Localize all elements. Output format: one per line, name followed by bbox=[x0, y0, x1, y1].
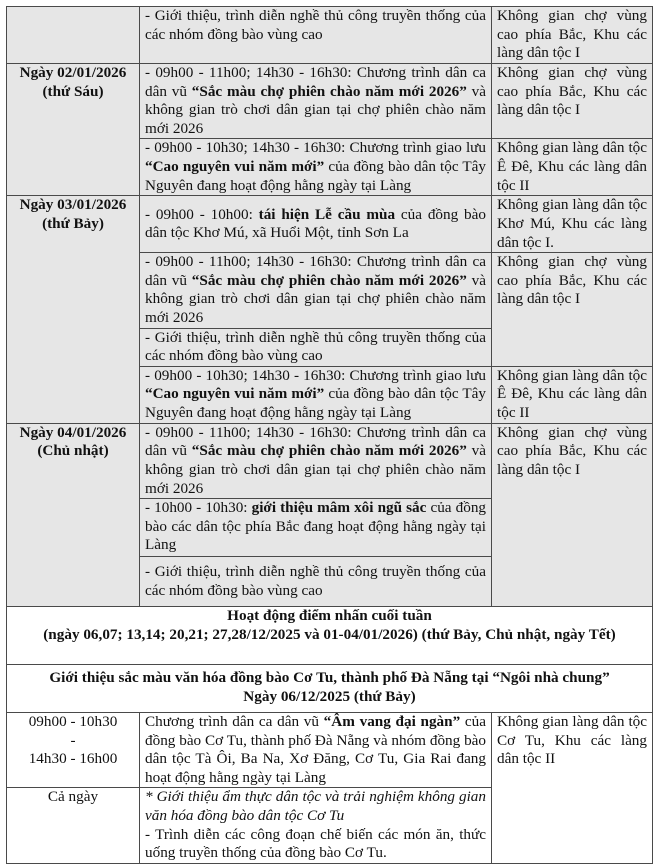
weekend-header bbox=[7, 607, 653, 665]
activity-text: của đồng bào Cơ Tu, thành phố Đà Nẵng và nhóm đồng bào dân tộc Tà Ôi, Ba Na, Xơ Đăng, Cơ Tu, Gia Rai đang hoạt động hằng ngày tại Làng bbox=[145, 713, 486, 786]
activity-text: và không gian trò chơi dân gian tại chợ phiên chào năm mới 2026 bbox=[145, 271, 487, 326]
day-weekday: (thứ Bảy) bbox=[42, 214, 104, 232]
activity-highlight: “Sắc màu chợ phiên chào năm mới 2026” bbox=[191, 442, 467, 460]
activity-text: của đồng bào dân tộc Khơ Mú, xã Huổi Một, tỉnh Sơn La bbox=[145, 205, 486, 242]
section-header-row bbox=[7, 607, 653, 665]
section-header-row bbox=[7, 665, 653, 713]
activity-cell bbox=[140, 366, 492, 423]
activity-text: - Trình diễn các công đoạn chế biến các món ăn, thức uống truyền thống của đồng bào Cơ Tu. bbox=[145, 825, 486, 862]
day-cell bbox=[7, 196, 140, 423]
day-date: Ngày 04/01/2026 bbox=[19, 423, 127, 441]
location-text: Không gian làng dân tộc Khơ Mú, Khu các làng dân tộc I. bbox=[497, 196, 647, 251]
activity-text: - Giới thiệu, trình diễn nghề thủ công truyền thống của các nhóm đồng bào vùng cao bbox=[145, 563, 486, 599]
day-weekday: (thứ Sáu) bbox=[42, 82, 104, 100]
location-text: Không gian làng dân tộc Cơ Tu, Khu các làng dân tộc II bbox=[497, 713, 647, 768]
activity-cell bbox=[140, 788, 492, 863]
day-cell bbox=[7, 64, 140, 196]
time-cell bbox=[7, 713, 140, 788]
day-weekday: (Chủ nhật) bbox=[37, 442, 109, 460]
activity-cell bbox=[140, 64, 492, 139]
schedule-table bbox=[6, 6, 653, 864]
location-cell bbox=[492, 253, 653, 367]
activity-italic-text: * Giới thiệu ẩm thực dân tộc và trải nghiệm không gian văn hóa đồng bào dân tộc Cơ Tu bbox=[145, 788, 486, 825]
event-header-title: Giới thiệu sắc màu văn hóa đồng bào Cơ Tu, thành phố Đà Nẵng tại “Ngôi nhà chung” bbox=[49, 669, 610, 687]
activity-text: của đồng bào dân tộc Tây Nguyên đang hoạt động hằng ngày tại Làng bbox=[145, 385, 487, 421]
table-row bbox=[7, 713, 653, 788]
table-row bbox=[7, 196, 653, 253]
location-text: Không gian chợ vùng cao phía Bắc, Khu các làng dân tộc I bbox=[497, 7, 647, 62]
event-header-date: Ngày 06/12/2025 (thứ Bảy) bbox=[243, 687, 416, 705]
location-cell bbox=[492, 713, 653, 864]
location-cell bbox=[492, 7, 653, 64]
time-text: 14h30 - 16h00 bbox=[28, 750, 118, 768]
time-text: 09h00 - 10h30 bbox=[28, 713, 118, 731]
activity-text: và không gian trò chơi dân gian tại chợ phiên chào năm mới 2026 bbox=[145, 82, 487, 137]
activity-text: - 09h00 - 10h30; 14h30 - 16h30: Chương trình giao lưu bbox=[145, 366, 486, 384]
activity-highlight: tái hiện Lễ cầu mùa bbox=[258, 205, 396, 223]
activity-cell bbox=[140, 253, 492, 328]
activity-highlight: giới thiệu mâm xôi ngũ sắc bbox=[251, 499, 427, 517]
activity-cell bbox=[140, 139, 492, 196]
activity-text: - 09h00 - 11h00; 14h30 - 16h30: Chương trình dân ca dân vũ bbox=[145, 253, 486, 289]
activity-text: - 09h00 - 11h00; 14h30 - 16h30: Chương trình dân ca dân vũ bbox=[145, 423, 486, 460]
activity-text: của đồng bào dân tộc Tây Nguyên đang hoạt động hằng ngày tại Làng bbox=[145, 157, 487, 194]
weekend-header-subtitle: (ngày 06,07; 13,14; 20,21; 27,28/12/2025 và 01-04/01/2026) (thứ Bảy, Chủ nhật, ngày Tết) bbox=[43, 625, 616, 643]
activity-text: - Giới thiệu, trình diễn nghề thủ công truyền thống của các nhóm đồng bào vùng cao bbox=[145, 7, 486, 43]
time-separator: - bbox=[70, 731, 76, 749]
location-text: Không gian chợ vùng cao phía Bắc, Khu các làng dân tộc I bbox=[497, 423, 647, 478]
table-row bbox=[7, 64, 653, 139]
location-cell bbox=[492, 196, 653, 253]
activity-highlight: “Cao nguyên vui năm mới” bbox=[145, 157, 325, 175]
location-cell bbox=[492, 423, 653, 606]
activity-cell bbox=[140, 499, 492, 557]
day-cell bbox=[7, 423, 140, 606]
location-text: Không gian làng dân tộc Ê Đê, Khu các làng dân tộc II bbox=[497, 139, 647, 194]
day-date: Ngày 03/01/2026 bbox=[19, 196, 127, 214]
location-cell bbox=[492, 139, 653, 196]
location-cell bbox=[492, 64, 653, 139]
activity-highlight: “Âm vang đại ngàn” bbox=[323, 713, 461, 731]
location-text: Không gian chợ vùng cao phía Bắc, Khu các làng dân tộc I bbox=[497, 64, 647, 119]
activity-text: Chương trình dân ca dân vũ bbox=[145, 713, 324, 731]
activity-cell bbox=[140, 328, 492, 366]
activity-cell bbox=[140, 196, 492, 253]
activity-cell bbox=[140, 713, 492, 788]
weekend-header-title: Hoạt động điểm nhấn cuối tuần bbox=[227, 607, 432, 625]
activity-cell bbox=[140, 7, 492, 64]
activity-text: - 09h00 - 11h00; 14h30 - 16h30: Chương trình dân ca dân vũ bbox=[145, 64, 486, 100]
activity-text: - 09h00 - 10h00: bbox=[145, 205, 259, 223]
activity-text: - 09h00 - 10h30; 14h30 - 16h30: Chương trình giao lưu bbox=[145, 139, 486, 157]
location-cell bbox=[492, 366, 653, 423]
day-date: Ngày 02/01/2026 bbox=[19, 64, 127, 81]
location-text: Không gian làng dân tộc Ê Đê, Khu các làng dân tộc II bbox=[497, 366, 647, 421]
time-text: Cả ngày bbox=[47, 788, 99, 806]
activity-text: - 10h00 - 10h30: bbox=[145, 499, 252, 517]
location-text: Không gian chợ vùng cao phía Bắc, Khu các làng dân tộc I bbox=[497, 253, 647, 308]
activity-cell bbox=[140, 557, 492, 607]
activity-cell bbox=[140, 423, 492, 498]
time-cell bbox=[7, 788, 140, 863]
activity-text: - Giới thiệu, trình diễn nghề thủ công truyền thống của các nhóm đồng bào vùng cao bbox=[145, 328, 486, 365]
event-header bbox=[7, 665, 653, 713]
activity-highlight: “Cao nguyên vui năm mới” bbox=[145, 385, 325, 403]
activity-text: và không gian trò chơi dân gian tại chợ phiên chào năm mới 2026 bbox=[145, 442, 487, 497]
activity-text: của đồng bào các dân tộc phía Bắc đang hoạt động hằng ngày tại Làng bbox=[145, 499, 487, 554]
activity-highlight: “Sắc màu chợ phiên chào năm mới 2026” bbox=[191, 82, 467, 100]
table-row bbox=[7, 7, 653, 64]
day-cell-empty bbox=[7, 7, 140, 64]
table-row bbox=[7, 423, 653, 498]
activity-highlight: “Sắc màu chợ phiên chào năm mới 2026” bbox=[191, 271, 467, 289]
